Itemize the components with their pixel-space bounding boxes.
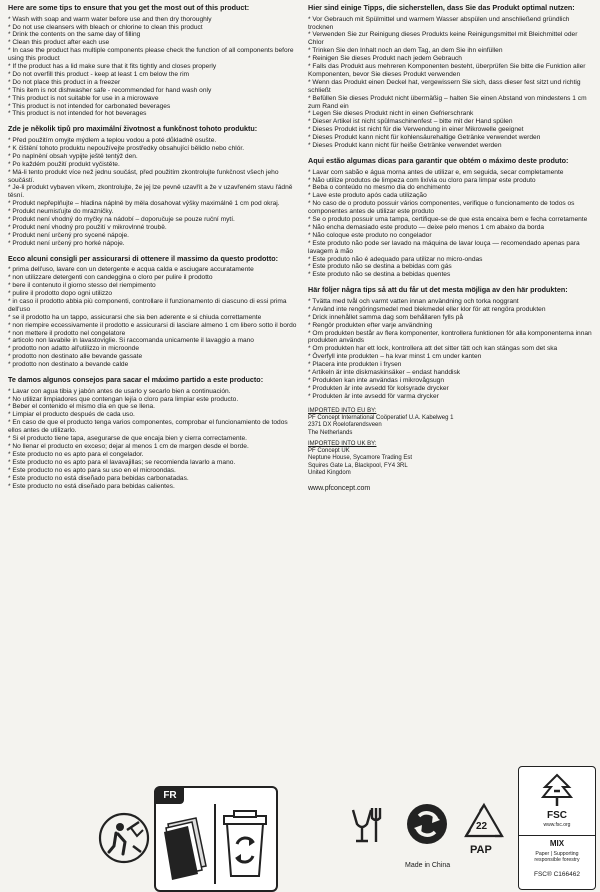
importer-line: 2371 DX Roelofarendsveen [308, 422, 382, 429]
tip-item: * Limpiar el producto después de cada uso. [8, 411, 135, 419]
tip-item: * Este producto no está diseñado para bebidas calientes. [8, 482, 175, 490]
tip-item: * Tvätta med tvål och varmt vatten innan användning och torka noggrant [308, 297, 519, 305]
food-safe-icon [350, 804, 388, 844]
tip-item: * Trinken Sie den Inhalt noch an dem Tag, an dem Sie ihn einfüllen [308, 47, 503, 55]
mobius-loop-icon [405, 802, 449, 846]
tip-item: * Drick innehållet samma dag som behållaren fylls på [308, 313, 464, 321]
tip-item: * This product is not intended for hot beverages [8, 110, 147, 118]
tip-item: * Produkt není vhodný do myčky na nádobí – doporučuje se pouze ruční mytí. [8, 216, 235, 224]
tip-item: * K čištění tohoto produktu nepoužívejte prostředky obsahující bělidlo nebo chlór. [8, 144, 245, 152]
tip-item: * prodotto non destinato alle bevande gassate [8, 353, 143, 361]
tip-item: * Dieses Produkt ist nicht für die Verwendung in einer Mikrowelle geeignet [308, 126, 524, 134]
section-heading: Zde je několik tipů pro maximální životnost a funkčnost tohoto produktu: [8, 124, 258, 134]
tip-item: * Artikeln är inte diskmaskinsäker – endast handdisk [308, 369, 461, 377]
tip-item: * Este producto no es apto para el congelador. [8, 450, 144, 458]
tip-item: * Lavar com sabão e água morna antes de utilizar e, em seguida, secar completamente [308, 168, 564, 176]
tip-item: * Po naplnění obsah vypijte ještě tentýž den. [8, 152, 138, 160]
tips-list [8, 16, 298, 119]
tip-item: * Beba o conteúdo no mesmo dia do enchimento [308, 184, 451, 192]
fr-label: FR [156, 788, 184, 804]
section-heading: Hier sind einige Tipps, die sicherstellen, dass Sie das Produkt optimal nutzen: [308, 3, 575, 12]
tip-item: * Wenn das Produkt einen Deckel hat, vergewissern Sie sich, dass dieser fest sitzt und richtig schließt [308, 78, 581, 94]
tip-item: * prodotto non destinato a bevande calde [8, 361, 129, 369]
fsc-logo-text: FSC [547, 810, 567, 821]
tip-item: * Placera inte produkten i frysen [308, 361, 402, 369]
tip-item: * In case the product has multiple components please check the function of all components before using this product [8, 47, 294, 63]
tip-item: * Verwenden Sie zur Reinigung dieses Produkts keine Reinigungsmittel mit Bleichmittel oder Chlor [308, 31, 578, 47]
importer-line: PF Concept UK [308, 448, 350, 455]
tip-item: * Este produto não se destina a bebidas com gás [308, 263, 452, 271]
tip-item: * Este produto não se destina a bebidas quentes [308, 271, 451, 279]
fsc-site: www.fsc.org [543, 822, 571, 828]
tip-item: * Befüllen Sie dieses Produkt nicht übermäßig – halten Sie einen Abstand von mindestens 1 cm zum Rand ein [308, 94, 587, 110]
tip-item: * Produkt není vhodný pro použití v mikrovlnné troubě. [8, 223, 167, 231]
tip-item: * Drink the contents on the same day of filling [8, 31, 141, 39]
tip-item: * No utilizar limpiadores que contengan lejía o cloro para limpiar este producto. [8, 395, 239, 403]
fsc-code: FSC® C166462 [534, 871, 580, 878]
tip-item: * Vor Gebrauch mit Spülmittel und warmem Wasser abspülen und anschließend gründlich trocknen [308, 15, 570, 31]
section-spanish [8, 376, 298, 490]
tip-item: * Om produkten har ett lock, kontrollera att det sitter tätt och kan stängas som det ska [308, 345, 558, 353]
tip-item: * Do not place this product in a freezer [8, 78, 121, 86]
section-heading: Ecco alcuni consigli per assicurarsi di ottenere il massimo da questo prodotto: [8, 253, 278, 263]
tip-item: * Produkt nepřeplňujte – hladina náplně by měla dosahovat výšky maximálně 1 cm pod okraj. [8, 200, 280, 208]
tip-item: * Dieses Produkt kann nicht für kohlensäurehaltige Getränke verwendet werden [308, 134, 541, 142]
tip-item: * Legen Sie dieses Produkt nicht in einen Gefrierschrank [308, 110, 474, 118]
section-heading: Här följer några tips så att du får ut det mesta möjliga av den här produkten: [308, 285, 568, 295]
tip-item: * non riempire eccessivamente il prodotto e assicurarsi di lasciare almeno 1 cm libero sotto il bordo [8, 321, 297, 329]
tip-item: * Dieses Produkt kann nicht für heiße Getränke verwendet werden [308, 142, 502, 150]
fr-sorting-badge [154, 786, 278, 892]
importer-line: PF Concept International Coöperatief U.A. Kabelweg 1 [308, 414, 454, 421]
tip-item: * This product is not intended for carbonated beverages [8, 102, 171, 110]
section-heading: Here are some tips to ensure that you get the most out of this product: [8, 3, 250, 12]
tip-item: * se il prodotto ha un tappo, assicurarsi che sia ben aderente e si chiuda correttamente [8, 313, 262, 321]
importer-eu [308, 408, 594, 437]
tip-item: * Om produkten består av flera komponenter, kontrollera funktionen för alla komponenterna innan produkten används [308, 329, 592, 345]
tip-item: * Produkt není určený pro sycené nápoje. [8, 231, 129, 239]
tip-item: * Si el producto tiene tapa, asegurarse de que encaja bien y cierra correctamente. [8, 435, 247, 443]
tip-item: * Je-li produkt vybaven víkem, zkontrolujte, že jej lze pevně uzavřít a že v uzavřeném stavu řádně těsní. [8, 184, 293, 200]
tip-item: * Po každém použití produkt vyčistěte. [8, 160, 120, 168]
tip-item: * prima dell'uso, lavare con un detergente e acqua calda e asciugare accuratamente [8, 266, 254, 274]
recycle-label: PAP [470, 844, 492, 856]
tip-item: * Använd inte rengöringsmedel med blekmedel eller klor för att rengöra produkten [308, 305, 546, 313]
tip-item: * Este producto no está diseñado para bebidas carbonatadas. [8, 474, 189, 482]
tip-item: * articolo non lavabile in lavastoviglie. Si raccomanda unicamente il lavaggio a mano [8, 337, 254, 345]
tip-item: * En caso de que el producto tenga varios componentes, comprobar el funcionamiento de todos ellos antes de utilizarlo. [8, 419, 288, 435]
fsc-tree-icon [539, 773, 575, 809]
importer-heading: IMPORTED INTO EU BY: [308, 407, 377, 414]
tip-item: * Lave este produto após cada utilização [308, 192, 427, 200]
tip-item: * pulire il prodotto dopo ogni utilizzo [8, 289, 113, 297]
tip-item: * Produkt neumisťujte do mrazničky. [8, 208, 114, 216]
section-czech [8, 125, 298, 247]
tip-item: * Rengör produkten efter varje användning [308, 321, 433, 329]
tips-list [8, 266, 298, 369]
tip-item: * Não encha demasiado este produto — deixe pelo menos 1 cm abaixo da borda [308, 223, 545, 231]
section-portuguese [308, 157, 594, 279]
tip-item: * Este produto não pode ser lavado na máquina de lavar louça — recomendado apenas para lavagem à mão [308, 239, 580, 255]
importer-line: United Kingdom [308, 470, 351, 477]
tip-item: * bere il contenuto il giorno stesso del riempimento [8, 282, 156, 290]
tip-item: * Reinigen Sie dieses Produkt nach jedem Gebrauch [308, 55, 462, 63]
importer-uk [308, 441, 594, 477]
tips-list [308, 169, 594, 280]
tip-item: * Não utilize produtos de limpeza com lixívia ou cloro para limpar este produto [308, 176, 536, 184]
importer-line: Squires Gate La, Blackpool, FY4 3RL [308, 462, 408, 469]
section-german [308, 4, 594, 150]
tip-item: * Este producto no es apto para el lavavajillas; se recomienda lavarlo a mano. [8, 458, 236, 466]
tip-item: * Överfyll inte produkten – ha kvar minst 1 cm under kanten [308, 353, 482, 361]
recycling-bin-icon [220, 810, 270, 880]
tip-item: * non utilizzare detergenti con candeggina o cloro per pulire il prodotto [8, 274, 213, 282]
fsc-label-box [518, 766, 596, 890]
right-column [308, 4, 594, 492]
importer-heading: IMPORTED INTO UK BY: [308, 440, 377, 447]
tip-item: * Se o produto possuir uma tampa, certifique-se de que esta encaixa bem e fecha corretamente [308, 216, 588, 224]
section-swedish [308, 286, 594, 400]
tip-item: * Do not overfill this product - keep at least 1 cm below the rim [8, 70, 190, 78]
tip-item: * Wash with soap and warm water before use and then dry thoroughly [8, 15, 212, 23]
tip-item: * in caso il prodotto abbia più componenti, controllare il funzionamento di ciascuno di essi prima dell'uso [8, 297, 287, 313]
section-heading: Aqui estão algumas dicas para garantir que obtém o máximo deste produto: [308, 156, 569, 165]
recycle-code: 22 [476, 821, 488, 832]
triman-icon [95, 800, 153, 872]
made-in-label: Made in China [405, 862, 451, 869]
tip-item: * Produkt není určený pro horké nápoje. [8, 239, 125, 247]
tip-item: * Dieser Artikel ist nicht spülmaschinenfest – bitte mit der Hand spülen [308, 118, 513, 126]
badge-divider [214, 804, 216, 884]
fsc-divider [519, 835, 595, 836]
tip-item: * Produkten kan inte användas i mikrovågsugn [308, 376, 444, 384]
website-link[interactable]: www.pfconcept.com [308, 485, 371, 493]
fsc-text: Paper | Supporting responsible forestry [534, 851, 580, 863]
section-italian [8, 255, 298, 369]
tip-item: * Do not use cleansers with bleach or chlorine to clean this product [8, 23, 203, 31]
importer-line: The Netherlands [308, 429, 353, 436]
tip-item: * prodotto non adatto all'utilizzo in microonde [8, 345, 140, 353]
section-english [8, 4, 298, 118]
tip-item: * Falls das Produkt aus mehreren Komponenten besteht, überprüfen Sie bitte die Funktion aller Komponenten, bevor Sie dieses Produkt verwenden [308, 63, 586, 78]
tip-item: * Clean this product after each use [8, 39, 110, 47]
tip-item: * This product is not suitable for use in a microwave [8, 94, 159, 102]
tip-item: * Beber el contenido el mismo día en que se llena. [8, 403, 155, 411]
tips-list [308, 298, 594, 401]
symbols-strip [0, 760, 600, 891]
left-column [8, 4, 298, 497]
tip-item: * This item is not dishwasher safe - recommended for hand wash only [8, 86, 212, 94]
tip-item: * Não coloque este produto no congelador [308, 231, 432, 239]
tip-item: * Produkten är inte avsedd för kolsyrade drycker [308, 384, 449, 392]
tips-list [308, 16, 594, 150]
tip-item: * Este producto no es apto para su uso en el microondas. [8, 466, 176, 474]
tip-item: * Má-li tento produkt více než jednu součást, před použitím zkontrolujte funkčnost všech jeho součástí. [8, 168, 279, 184]
importer-line: Neptune House, Sycamore Trading Est [308, 455, 413, 462]
tip-item: * No llenar el producto en exceso; dejar al menos 1 cm de margen desde el borde. [8, 442, 249, 450]
tips-list [8, 388, 298, 491]
fsc-mix: MIX [549, 839, 565, 848]
tip-item: * non mettere il prodotto nel congelatore [8, 329, 126, 337]
tip-item: * Produkten är inte avsedd för varma drycker [308, 392, 439, 400]
tip-item: * Lavar con agua tibia y jabón antes de usarlo y secarlo bien a continuación. [8, 387, 231, 395]
section-heading: Te damos algunos consejos para sacar el máximo partido a este producto: [8, 375, 264, 385]
tip-item: * Před použitím omyjte mýdlem a teplou vodou a poté důkladně osušte. [8, 136, 217, 144]
tip-item: * If the product has a lid make sure that it fits tightly and closes properly [8, 63, 217, 71]
tips-list [8, 137, 298, 248]
paper-stack-icon [162, 810, 212, 880]
tip-item: * Este produto não é adequado para utilizar no micro-ondas [308, 255, 483, 263]
tip-item: * No caso de o produto possuir vários componentes, verifique o funcionamento de todos os componentes antes de utilizar este produto [308, 200, 575, 216]
